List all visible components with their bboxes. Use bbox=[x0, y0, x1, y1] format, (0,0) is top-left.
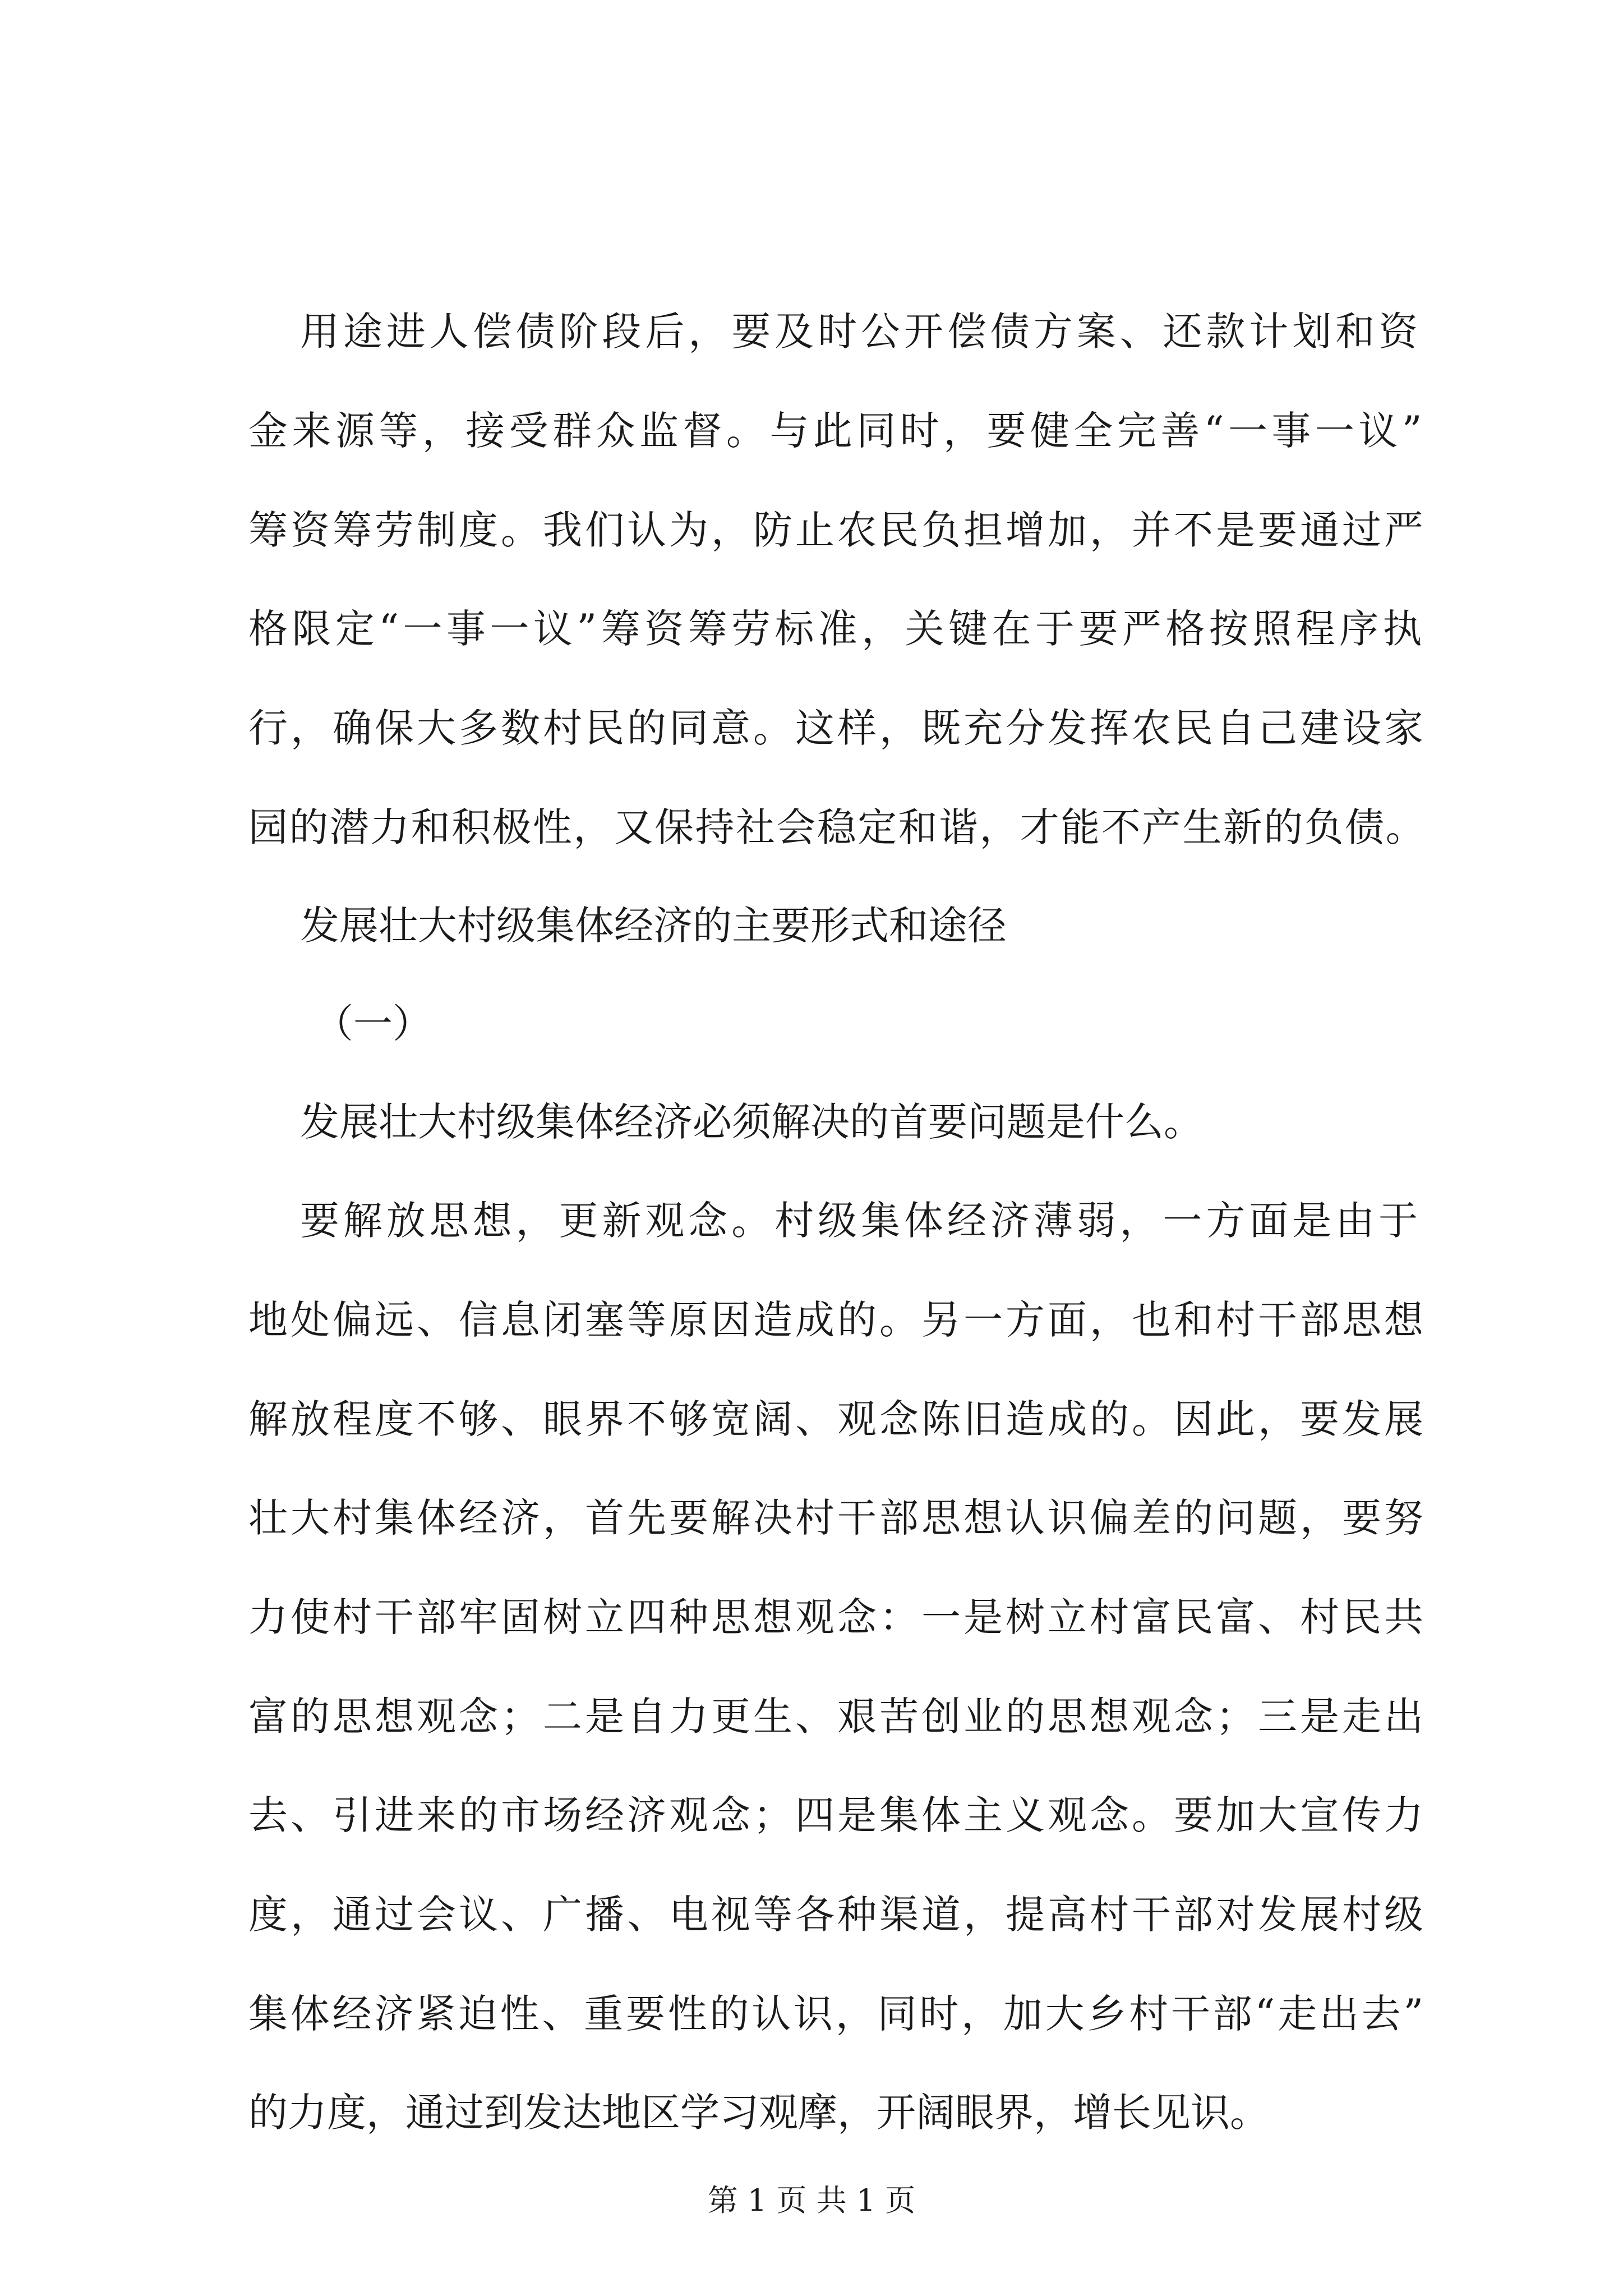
paragraph-line: 地处偏远、信息闭塞等原因造成的。另一方面，也和村干部思想 bbox=[248, 1297, 1426, 1343]
paragraph-line: 力使村干部牢固树立四种思想观念：一是树立村富民富、村民共 bbox=[248, 1594, 1426, 1640]
paragraph-line: 行，确保大多数村民的同意。这样，既充分发挥农民自己建设家 bbox=[248, 705, 1426, 751]
subsection-number: （一） bbox=[314, 1001, 432, 1047]
question-heading: 发展壮大村级集体经济必须解决的首要问题是什么。 bbox=[300, 1099, 1203, 1145]
paragraph-line: 园的潜力和积极性，又保持社会稳定和谐，才能不产生新的负债。 bbox=[248, 804, 1426, 850]
paragraph-line: 壮大村集体经济，首先要解决村干部思想认识偏差的问题，要努 bbox=[248, 1495, 1426, 1541]
paragraph-line: 去、引进来的市场经济观念；四是集体主义观念。要加大宣传力 bbox=[248, 1792, 1426, 1838]
paragraph-line: 富的思想观念；二是自力更生、艰苦创业的思想观念；三是走出 bbox=[248, 1694, 1426, 1740]
paragraph-line: 用途进人偿债阶段后，要及时公开偿债方案、还款计划和资 bbox=[300, 309, 1422, 355]
paragraph-line: 筹资筹劳制度。我们认为，防止农民负担增加，并不是要通过严 bbox=[248, 507, 1426, 553]
paragraph-line: 集体经济紧迫性、重要性的认识，同时，加大乡村干部“走出去” bbox=[248, 1991, 1426, 2037]
paragraph-line: 要解放思想，更新观念。村级集体经济薄弱，一方面是由于 bbox=[300, 1198, 1422, 1244]
page-footer: 第 1 页 共 1 页 bbox=[707, 2183, 916, 2218]
paragraph-line: 度，通过会议、广播、电视等各种渠道，提高村干部对发展村级 bbox=[248, 1892, 1426, 1938]
paragraph-line: 金来源等，接受群众监督。与此同时，要健全完善“一事一议” bbox=[248, 408, 1426, 454]
paragraph-line: 格限定“一事一议”筹资筹劳标准，关键在于要严格按照程序执 bbox=[248, 606, 1426, 652]
section-heading: 发展壮大村级集体经济的主要形式和途径 bbox=[300, 903, 1007, 949]
paragraph-line: 解放程度不够、眼界不够宽阔、观念陈旧造成的。因此，要发展 bbox=[248, 1396, 1426, 1442]
paragraph-line: 的力度，通过到发达地区学习观摩，开阔眼界，增长见识。 bbox=[248, 2090, 1269, 2136]
